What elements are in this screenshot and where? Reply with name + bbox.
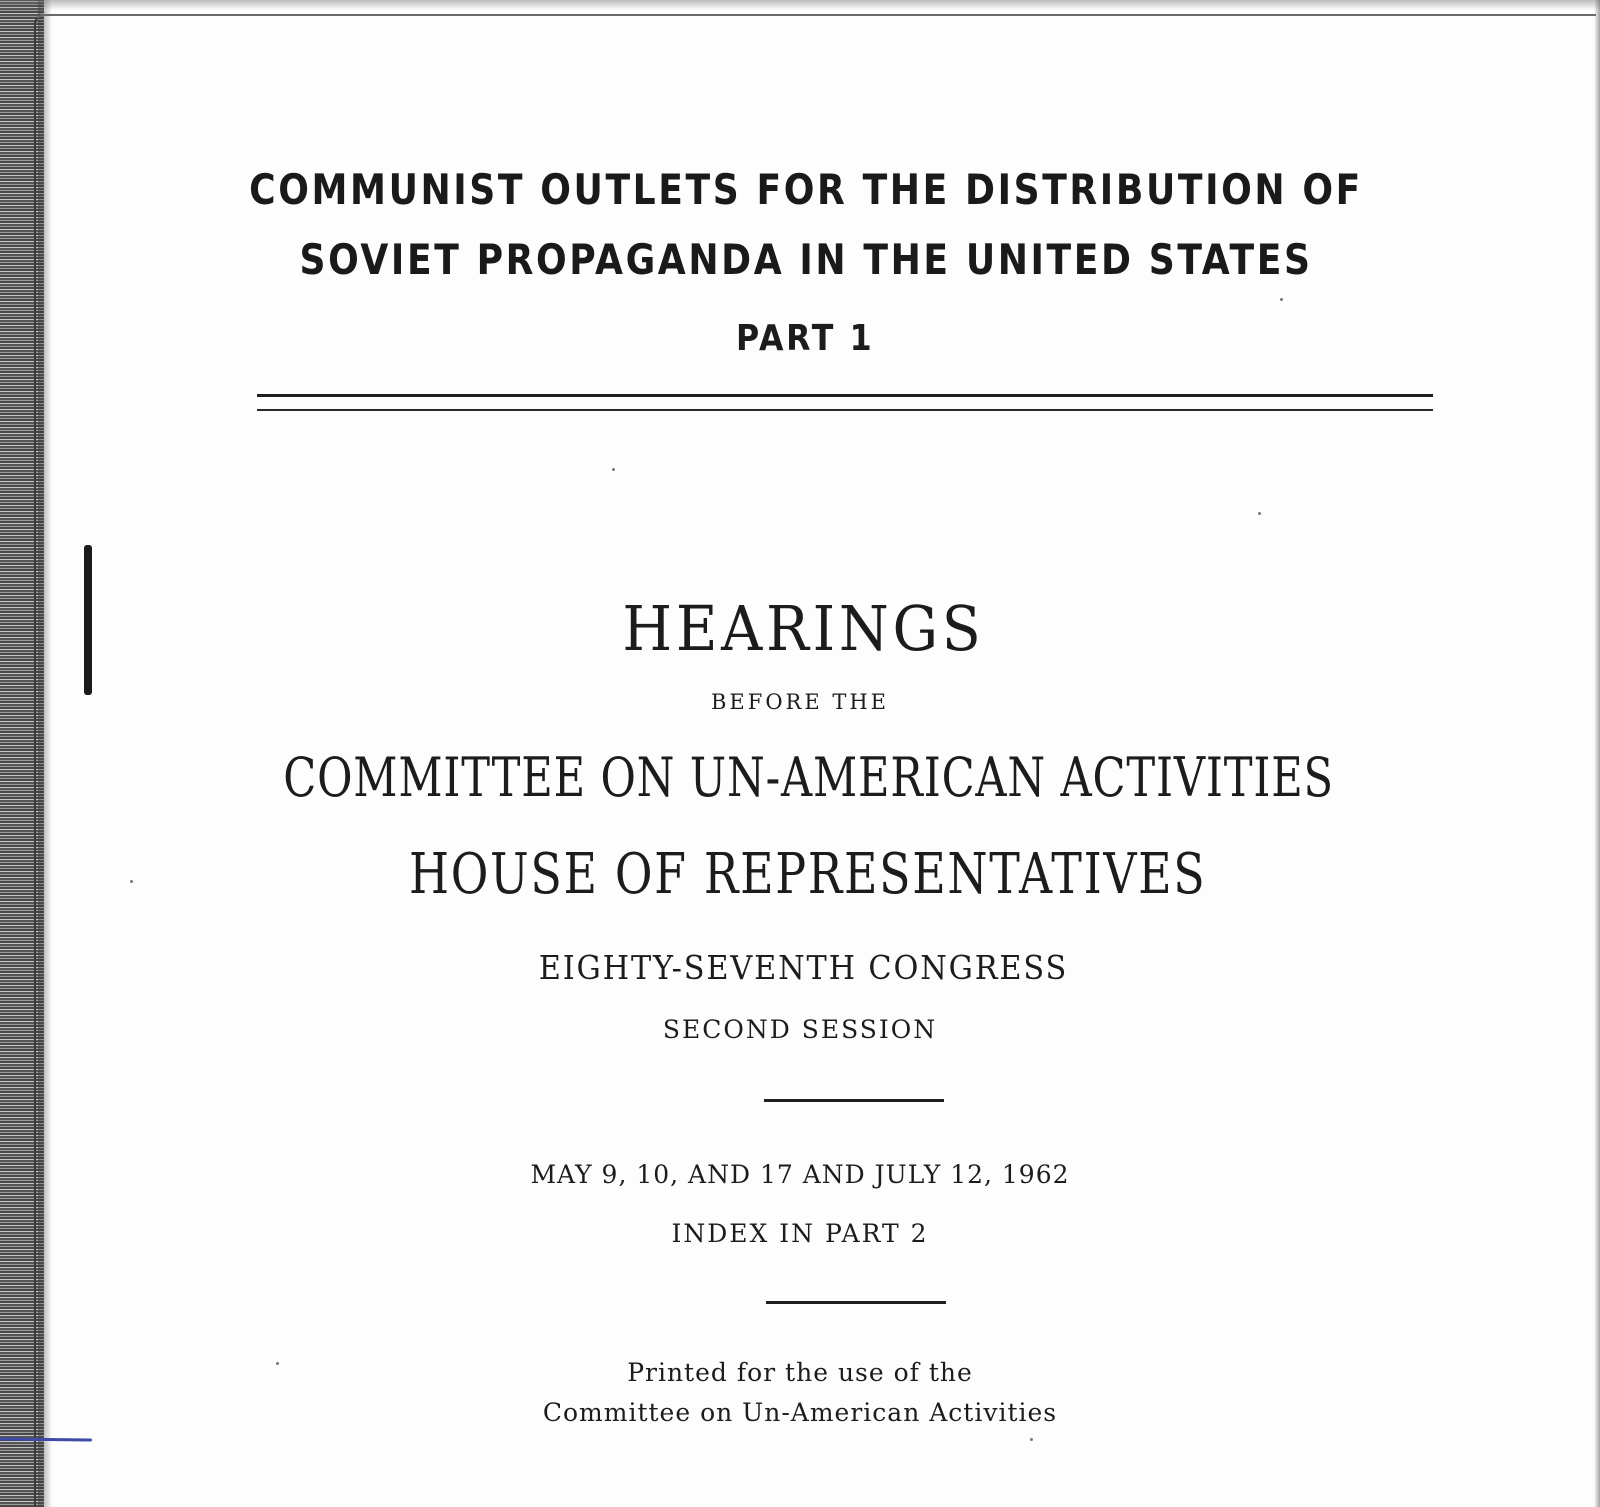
section-rule-2 [766,1301,946,1304]
printed-for-line-2: Committee on Un-American Activities [542,1398,1058,1427]
scan-speck [1280,298,1283,301]
scan-speck [130,880,133,883]
title-line-2: SOVIET PROPAGANDA IN THE UNITED STATES [299,235,1313,284]
scan-shadow-top [0,0,1600,10]
hearing-dates: MAY 9, 10, AND 17 AND JULY 12, 1962 [530,1160,1070,1189]
house-name: HOUSE OF REPRESENTATIVES [409,842,1207,907]
hearings-heading: HEARINGS [622,592,985,665]
scan-speck [276,1362,279,1365]
congress-label: EIGHTY-SEVENTH CONGRESS [538,948,1069,987]
scan-speck [1258,512,1261,515]
title-line-1: COMMUNIST OUTLETS FOR THE DISTRIBUTION OF [249,165,1363,214]
index-note: INDEX IN PART 2 [671,1219,929,1248]
title-rule-thick [257,394,1433,397]
section-rule-1 [764,1099,944,1102]
part-label: PART 1 [735,318,875,359]
scan-speck [1030,1438,1033,1441]
session-label: SECOND SESSION [662,1015,938,1044]
title-rule-thin [257,409,1433,411]
committee-name: COMMITTEE ON UN-AMERICAN ACTIVITIES [283,746,1334,809]
scan-speck [612,468,615,471]
before-the-label: BEFORE THE [710,690,889,714]
printed-for-line-1: Printed for the use of the [627,1358,973,1387]
